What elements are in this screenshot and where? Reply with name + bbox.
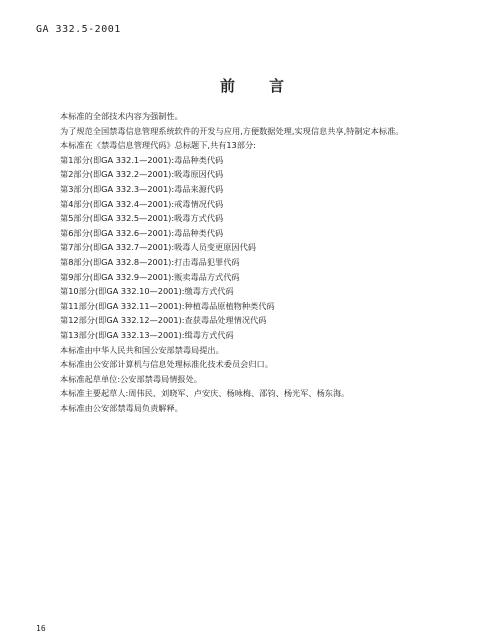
list-item: 第5部分(即GA 332.5—2001):吸毒方式代码 (60, 213, 224, 224)
list-item: 第11部分(即GA 332.11—2001):种植毒品原植物种类代码 (60, 300, 275, 311)
paragraph-drafters: 本标准主要起草人:周伟民、刘晓军、卢安庆、杨咏梅、邵钧、杨光军、杨东海。 (60, 388, 350, 399)
page-title: 前言 (219, 77, 318, 95)
paragraph-purpose: 为了规范全国禁毒信息管理系统软件的开发与应用,方便数据处理,实现信息共享,特制定本标准。 (60, 125, 404, 136)
list-item: 第13部分(即GA 332.13—2001):缉毒方式代码 (60, 329, 234, 340)
paragraph-committee: 本标准由公安部计算机与信息处理标准化技术委员会归口。 (60, 359, 273, 370)
document-code-header: GA 332.5-2001 (36, 24, 121, 35)
paragraph-intro: 本标准的全部技术内容为强制性。 (60, 111, 183, 121)
list-item: 第10部分(即GA 332.10—2001):缴毒方式代码 (60, 286, 234, 297)
list-item: 第1部分(即GA 332.1—2001):毒品种类代码 (60, 154, 224, 165)
paragraph-purpose-continued: 本标准在《禁毒信息管理代码》总标题下,共有13部分: (60, 140, 256, 151)
list-item: 第9部分(即GA 332.9—2001):贩卖毒品方式代码 (60, 271, 240, 282)
list-item: 第2部分(即GA 332.2—2001):吸毒原因代码 (60, 169, 224, 180)
list-item: 第6部分(即GA 332.6—2001):毒品种类代码 (60, 227, 224, 238)
paragraph-interpreter: 本标准由公安部禁毒局负责解释。 (60, 402, 183, 413)
foreword-body (60, 109, 480, 415)
list-item: 第12部分(即GA 332.12—2001):查获毒品处理情况代码 (60, 315, 267, 326)
list-item: 第8部分(即GA 332.8—2001):打击毒品犯罪代码 (60, 256, 240, 267)
page-number: 16 (36, 624, 46, 633)
paragraph-drafting-unit: 本标准起草单位:公安部禁毒局情报处。 (60, 373, 202, 384)
list-item: 第4部分(即GA 332.4—2001):戒毒情况代码 (60, 198, 224, 209)
list-item: 第7部分(即GA 332.7—2001):吸毒人员变更原因代码 (60, 242, 256, 253)
paragraph-proposer: 本标准由中华人民共和国公安部禁毒局提出。 (60, 344, 224, 355)
list-item: 第3部分(即GA 332.3—2001):毒品来源代码 (60, 183, 224, 194)
